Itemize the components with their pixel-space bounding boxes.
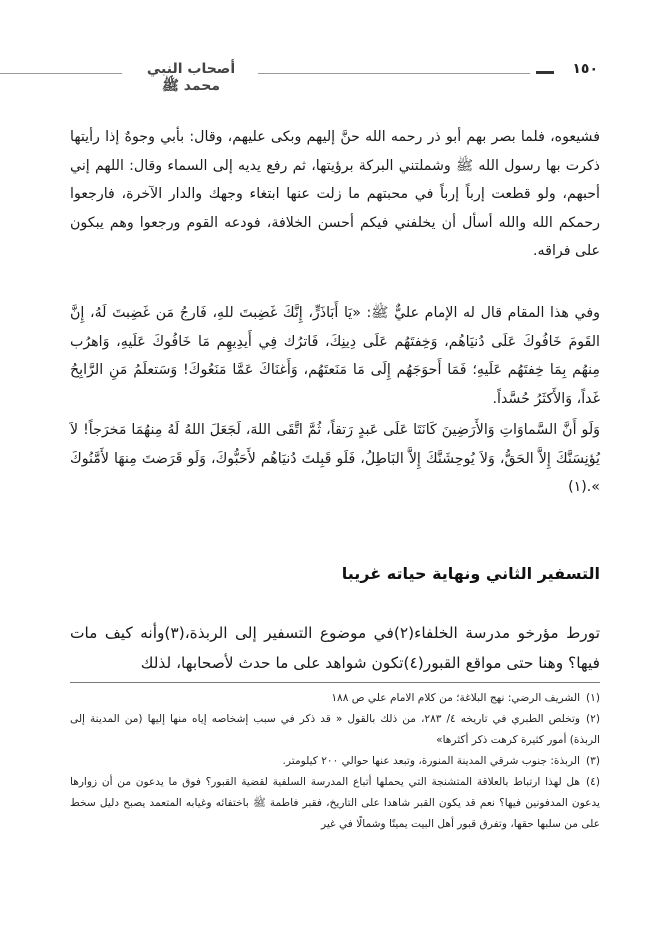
header-dash xyxy=(536,71,554,74)
footnote-item xyxy=(70,751,600,772)
section-heading: التسفير الثاني ونهاية حياته غريبا xyxy=(341,564,600,583)
page-number: ١٥٠ xyxy=(572,61,598,77)
paragraph-1: فشيعوه، فلما بصر بهم أبو ذر رحمه الله حنَّ إليهم وبكى عليهم، وقال: بأبي وجوهٌ إذا رأيتها ذكرت بها رسول الله ﷺ وشملتني البركة برؤيتها، ثم رفع يديه إلى السماء وقال: اللهم إني أحبهم، ولو قطعت إرباً إرباً في محبتهم ما زلت عنها ابتغاء وجهك والدار الآخرة، فارجعوا رحمكم الله والله أسأل أن يخلفني فيكم أحسن الخلافة، فودعه القوم ورجعوا وهم يبكون على فراقه. xyxy=(70,129,600,259)
page-header xyxy=(0,58,669,94)
footnote-item xyxy=(70,772,600,835)
footnote-number: (١) xyxy=(586,692,600,704)
paragraph-2: وفي هذا المقام قال له الإمام عليٌّ ﷺ: «يَا أَبَاذَرٍّ، إِنَّكَ غَضِبتَ للهِ، فَارجُ مَن غَضِبتَ لَهُ، إِنَّ القَومَ خَافُوكَ عَلَى دُنيَاهُم، وَخِفتَهُم عَلَى دِينِكَ، فَاترُك فِي أَيدِيهِم مَا خَافُوكَ عَلَيهِ، وَاهرُب مِنهُم بِمَا خِفتَهُم عَلَيهِ؛ فَمَا أَحوَجَهُم إِلَى مَا مَنَعتَهُم، وَأَغنَاكَ عَمَّا مَنَعُوكَ! وَسَتعلَمُ مَنِ الرَّابِحُ غَداً، وَالأَكثَرُ حُسَّداً. xyxy=(70,305,600,407)
running-title: أصحاب النبي محمد ﷺ xyxy=(146,61,236,94)
footnote-separator xyxy=(70,682,600,683)
footnote-text: وتخلص الطبري في تاريخه ٤/ ٢٨٣، من ذلك بالقول « قد ذكر في سبب إشخاصه إياه منها إليها (من المدينة إلى الربذة) أمور كثيرة كرهت ذكر أكثرها» xyxy=(70,713,600,746)
footnote-text: الشريف الرضي: نهج البلاغة؛ من كلام الامام علي ص ١٨٨ xyxy=(331,692,581,704)
header-rule-left xyxy=(0,73,122,74)
footnote-item xyxy=(70,709,600,751)
footnote-item xyxy=(70,688,600,709)
header-rule-right xyxy=(258,73,530,74)
paragraph-3: وَلَو أَنَّ السَّماوَاتِ وَالأَرَضِينَ كَانَتَا عَلَى عَبدٍ رَتقاً، ثُمَّ اتَّقَى اللهَ، لَجَعَلَ اللهُ لَهُ مِنهُمَا مَخرَجاً! لاَ يُؤنِسَنَّكَ إِلاَّ الحَقُّ، وَلاَ يُوحِشَنَّكَ إِلاَّ البَاطِلُ، فَلَو قَبِلتَ دُنيَاهُم لأَحَبُّوكَ، وَلَو قَرَضتَ مِنهَا لأَمَّنُوكَ ».(١) xyxy=(70,422,600,495)
footnote-text: الربذة: جنوب شرقي المدينة المنورة، وتبعد عنها حوالي ٢٠٠ كيلومتر. xyxy=(282,755,581,767)
section-paragraph: تورط مؤرخو مدرسة الخلفاء(٢)في موضوع التسفير إلى الربذة،(٣)وأنه كيف مات فيها؟ وهنا حتى مواقع القبور(٤)تكون شواهد على ما حدث لأصحابها، لذلك xyxy=(70,624,600,672)
footnote-number: (٣) xyxy=(586,755,600,767)
footnote-text: هل لهذا ارتباط بالعلاقة المتشنجة التي يحملها أتباع المدرسة السلفية لقضية القبور؟ فوق ما يدعون من أن زوارها يدعون المدفونين فيها؟ نعم قد يكون القبر شاهدا على التاريخ، فقبر فاطمة ﷺ باختفائه وغيابه المتعمد يصبح دليل سخط على من سلبها حقها، وتفرق قبور أهل البيت يمينًا وشمالًا في غير xyxy=(70,776,600,830)
footnote-number: (٢) xyxy=(586,713,600,725)
footnote-number: (٤) xyxy=(586,776,600,788)
footnotes-list xyxy=(70,688,600,835)
